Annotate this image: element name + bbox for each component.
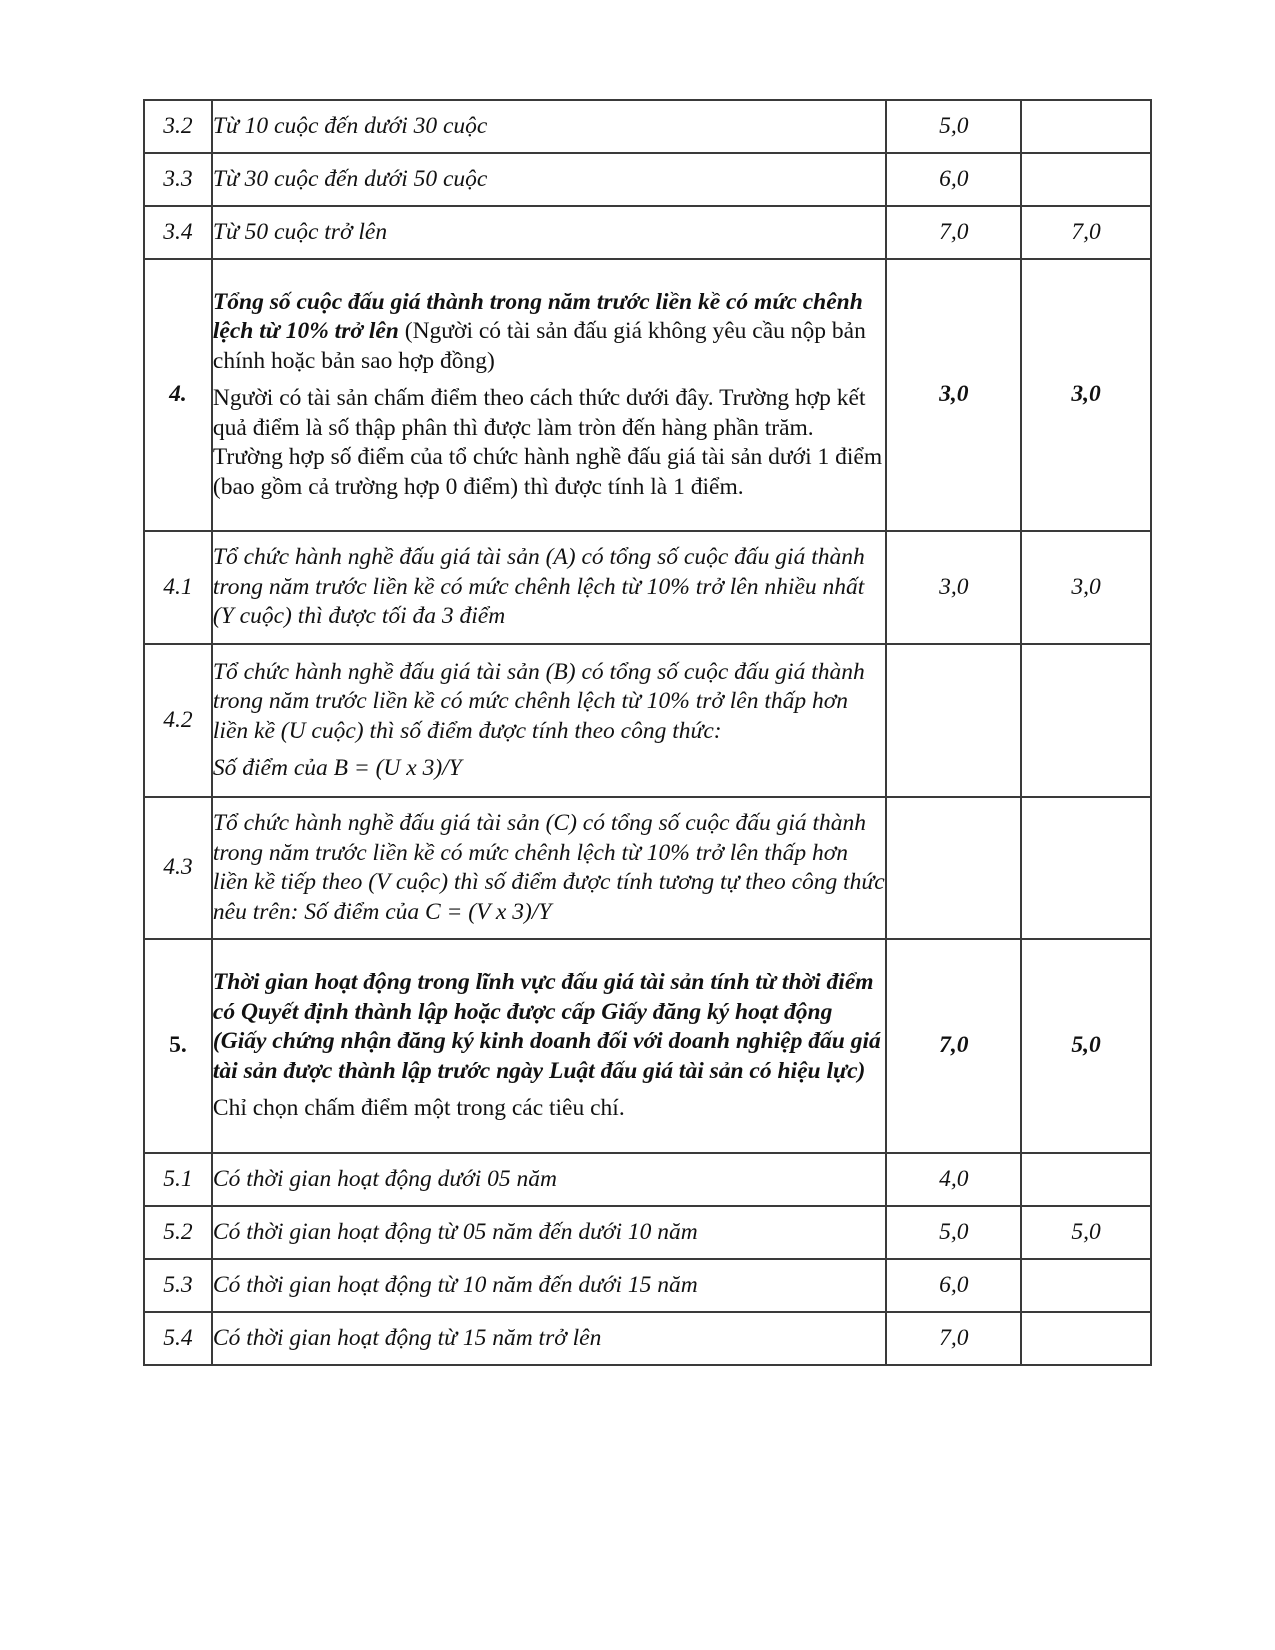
criterion-text: Từ 30 cuộc đến dưới 50 cuộc [212, 153, 887, 206]
table-row [144, 797, 1151, 939]
criterion-number: 3.4 [144, 206, 212, 259]
max-score [886, 644, 1021, 797]
criterion-text: Có thời gian hoạt động từ 15 năm trở lên [212, 1312, 887, 1365]
section-number: 4. [144, 259, 212, 531]
score [1021, 1153, 1151, 1206]
table-row [144, 1312, 1151, 1365]
score [1021, 644, 1151, 797]
criterion-text: Có thời gian hoạt động từ 05 năm đến dưới 10 năm [212, 1206, 887, 1259]
max-score: 7,0 [886, 206, 1021, 259]
table-row [144, 100, 1151, 153]
criterion-number: 3.3 [144, 153, 212, 206]
criterion-number: 5.1 [144, 1153, 212, 1206]
max-score: 6,0 [886, 153, 1021, 206]
max-score: 3,0 [886, 531, 1021, 644]
table-row [144, 1153, 1151, 1206]
section-heading-note: (Người có tài sản đấu giá không yêu cầu nộp bản chính hoặc bản sao hợp đồng) [212, 318, 866, 374]
max-score: 4,0 [886, 1153, 1021, 1206]
table-row-section [144, 259, 1151, 531]
section-number: 5. [144, 939, 212, 1153]
score [1021, 1312, 1151, 1365]
max-score [886, 797, 1021, 939]
max-score: 7,0 [886, 939, 1021, 1153]
table-row [144, 206, 1151, 259]
criterion-number: 5.4 [144, 1312, 212, 1365]
section-text [212, 939, 887, 1153]
criterion-text: Từ 10 cuộc đến dưới 30 cuộc [212, 100, 887, 153]
score [1021, 797, 1151, 939]
table-row [144, 531, 1151, 644]
criterion-text: Có thời gian hoạt động từ 10 năm đến dưới 15 năm [212, 1259, 887, 1312]
score: 3,0 [1021, 531, 1151, 644]
criterion-formula: Số điểm của B = (U x 3)/Y [212, 755, 462, 781]
table-row [144, 644, 1151, 797]
max-score: 6,0 [886, 1259, 1021, 1312]
max-score: 7,0 [886, 1312, 1021, 1365]
criterion-number: 4.3 [144, 797, 212, 939]
section-note: Chỉ chọn chấm điểm một trong các tiêu chí. [212, 1095, 625, 1122]
max-score: 5,0 [886, 1206, 1021, 1259]
score: 7,0 [1021, 206, 1151, 259]
score [1021, 153, 1151, 206]
criterion-text: Từ 50 cuộc trở lên [212, 206, 887, 259]
section-heading: Thời gian hoạt động trong lĩnh vực đấu giá tài sản tính từ thời điểm có Quyết định thành lập hoặc được cấp Giấy đăng ký hoạt động (Giấy chứng nhận đăng ký kinh doanh đối với doanh nghiệp đấu giá tài sản được thành lập trước ngày Luật đấu giá tài sản có hiệu lực) [212, 969, 881, 1084]
table-row-section [144, 939, 1151, 1153]
max-score: 3,0 [886, 259, 1021, 531]
section-text [212, 259, 887, 531]
score [1021, 100, 1151, 153]
section-heading [213, 288, 886, 377]
criterion-text: Tổ chức hành nghề đấu giá tài sản (A) có tổng số cuộc đấu giá thành trong năm trước liền kề có mức chênh lệch từ 10% trở lên nhiều nhất (Y cuộc) thì được tối đa 3 điểm [212, 531, 887, 644]
score: 3,0 [1021, 259, 1151, 531]
section-heading-bold: Tổng số cuộc đấu giá thành trong năm trước liền kề có mức chênh lệch từ 10% trở lên [212, 288, 863, 345]
criterion-number: 5.2 [144, 1206, 212, 1259]
criterion-number: 5.3 [144, 1259, 212, 1312]
table-row [144, 153, 1151, 206]
score [1021, 1259, 1151, 1312]
criterion-text: Tổ chức hành nghề đấu giá tài sản (C) có tổng số cuộc đấu giá thành trong năm trước liền kề có mức chênh lệch từ 10% trở lên thấp hơn liền kề tiếp theo (V cuộc) thì số điểm được tính tương tự theo công thức nêu trên: Số điểm của C = (V x 3)/Y [212, 797, 887, 939]
table-row [144, 1206, 1151, 1259]
score: 5,0 [1021, 939, 1151, 1153]
criterion-number: 4.1 [144, 531, 212, 644]
criterion-number: 3.2 [144, 100, 212, 153]
criterion-text: Có thời gian hoạt động dưới 05 năm [212, 1153, 887, 1206]
section-note: Người có tài sản chấm điểm theo cách thức dưới đây. Trường hợp kết quả điểm là số thập phân thì được làm tròn đến hàng phần trăm. Trường hợp số điểm của tổ chức hành nghề đấu giá tài sản dưới 1 điểm (bao gồm cả trường hợp 0 điểm) thì được tính là 1 điểm. [212, 385, 883, 500]
scoring-table [143, 99, 1152, 1366]
score: 5,0 [1021, 1206, 1151, 1259]
max-score: 5,0 [886, 100, 1021, 153]
criterion-text-block [212, 644, 887, 797]
criterion-text: Tổ chức hành nghề đấu giá tài sản (B) có tổng số cuộc đấu giá thành trong năm trước liền kề có mức chênh lệch từ 10% trở lên thấp hơn liền kề (U cuộc) thì số điểm được tính theo công thức: [212, 658, 865, 744]
criterion-number: 4.2 [144, 644, 212, 797]
table-row [144, 1259, 1151, 1312]
